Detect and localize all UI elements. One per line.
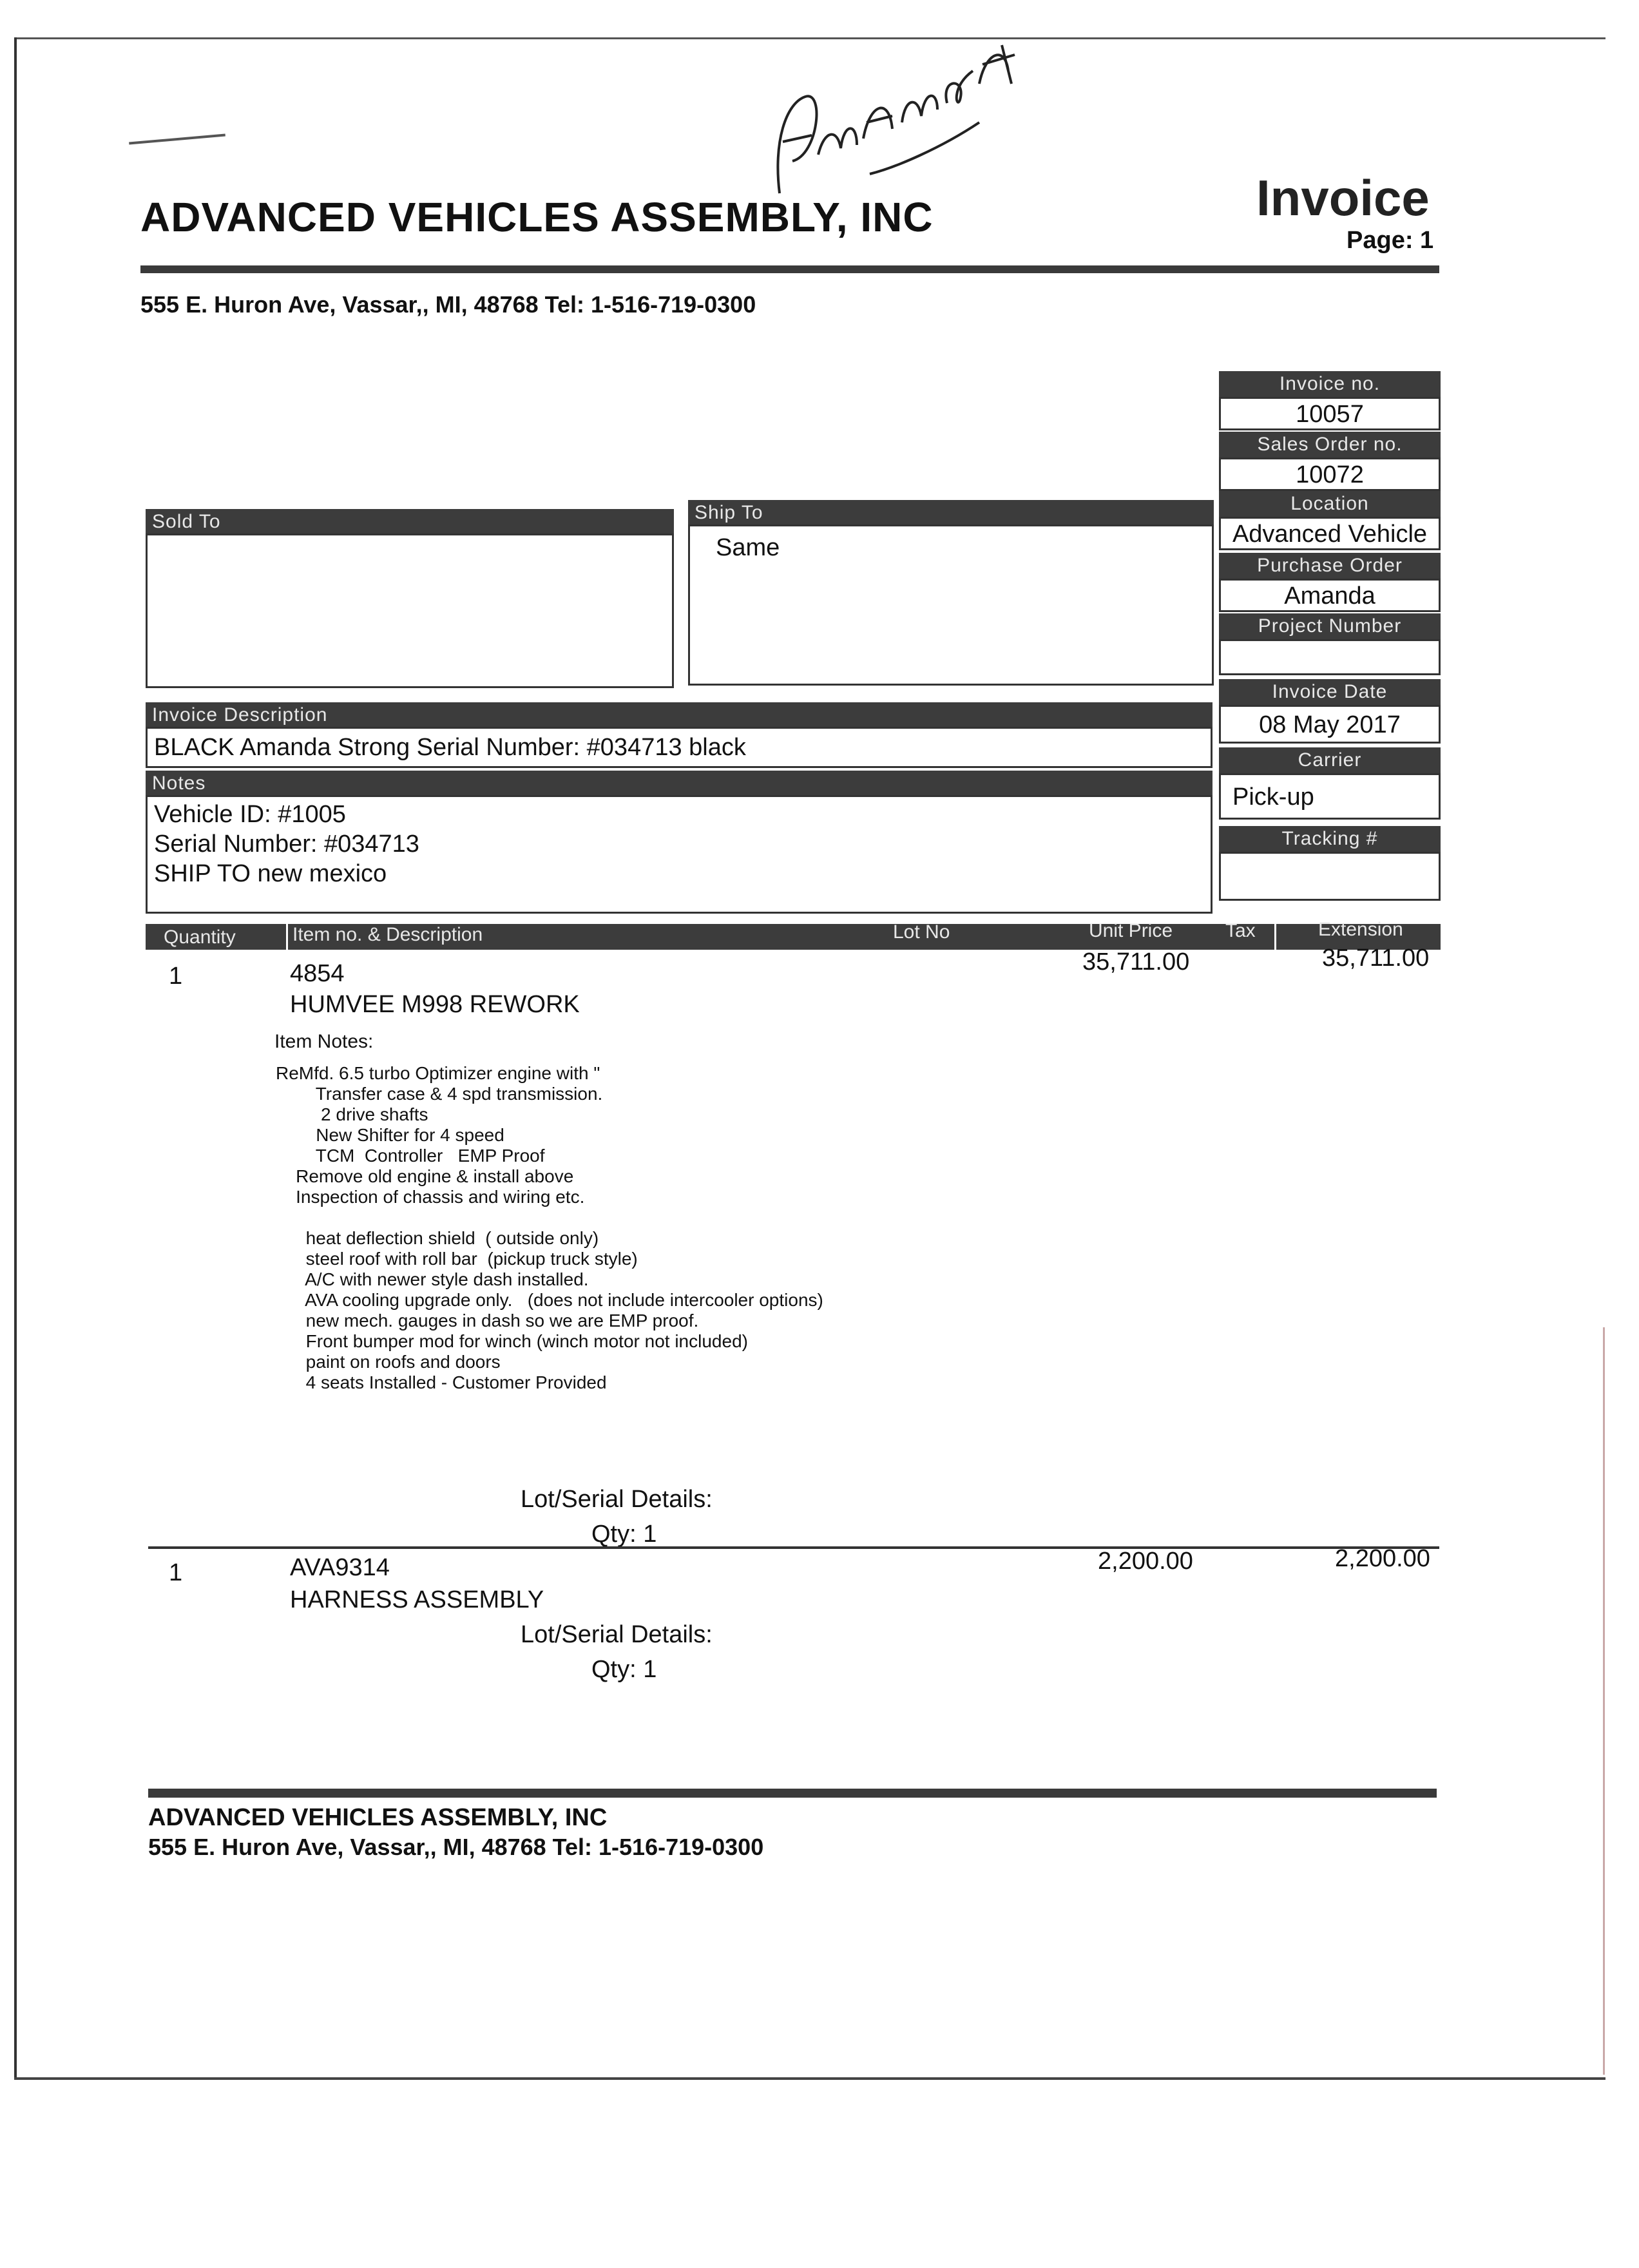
item-2-lot-label: Lot/Serial Details:	[521, 1621, 713, 1648]
page-number: Page: 1	[1347, 227, 1434, 254]
sold-to-label: Sold To	[146, 509, 674, 535]
col-unit-price: Unit Price	[1089, 920, 1173, 941]
invoice-date-label: Invoice Date	[1219, 679, 1441, 705]
footer-address: 555 E. Huron Ave, Vassar,, MI, 48768 Tel: 1-516-719-0300	[148, 1834, 764, 1860]
sales-order-label: Sales Order no.	[1219, 432, 1441, 457]
location-label: Location	[1219, 491, 1441, 517]
tracking-label: Tracking #	[1219, 826, 1441, 852]
item-1-lot-label: Lot/Serial Details:	[521, 1486, 713, 1513]
notes-line-serial: Serial Number: #034713	[154, 831, 419, 858]
sheet-edge-right	[1603, 1327, 1605, 2075]
col-item: Item no. & Description	[292, 924, 483, 945]
item-1-lot-qty: Qty: 1	[591, 1521, 657, 1548]
item-2-lot-qty: Qty: 1	[591, 1656, 657, 1683]
footer-rule	[148, 1789, 1437, 1798]
project-number-value	[1219, 639, 1441, 675]
ship-to-label: Ship To	[688, 500, 1214, 526]
sheet-edge-left	[14, 37, 17, 2080]
purchase-order-value: Amanda	[1219, 579, 1441, 612]
tracking-value	[1219, 852, 1441, 901]
sheet-edge-bottom	[14, 2077, 1605, 2080]
col-divider	[1274, 924, 1276, 950]
item-1-unit-price: 35,711.00	[1082, 948, 1190, 975]
col-quantity: Quantity	[164, 927, 236, 948]
ship-to-box	[688, 524, 1214, 686]
item-1-qty: 1	[169, 963, 183, 990]
notes-box	[146, 795, 1212, 914]
notes-line-ship: SHIP TO new mexico	[154, 860, 387, 887]
invoice-description-label: Invoice Description	[146, 702, 1212, 728]
col-tax: Tax	[1225, 920, 1256, 941]
invoice-description-value: BLACK Amanda Strong Serial Number: #034713 black	[154, 734, 746, 761]
header-rule	[140, 265, 1439, 273]
item-1-item-no: 4854	[290, 960, 345, 987]
carrier-label: Carrier	[1219, 747, 1441, 773]
sold-to-box	[146, 533, 674, 688]
footer-company-name: ADVANCED VEHICLES ASSEMBLY, INC	[148, 1804, 608, 1831]
item-1-notes: ReMfd. 6.5 turbo Optimizer engine with " Transfer case & 4 spd transmission. 2 drive shafts New Shifter for 4 speed TCM Controller EMP Proof Remove old engine & install above Inspection of chassis and wiring etc. heat deflection shield ( outside only) steel roof with roll bar (pickup truck style) A/C with newer style dash installed. AVA cooling upgrade only. (does not include intercooler options) new mech. gauges in dash so we are EMP proof. Front bumper mod for winch (winch motor not included) paint on roofs and doors 4 seats Installed - Customer Provided	[276, 1063, 823, 1392]
col-extension: Extension	[1318, 919, 1403, 940]
company-name: ADVANCED VEHICLES ASSEMBLY, INC	[140, 194, 934, 240]
item-2-unit-price: 2,200.00	[1098, 1548, 1193, 1575]
notes-line-vehicle-id: Vehicle ID: #1005	[154, 801, 346, 828]
handwritten-signature	[767, 26, 1037, 206]
carrier-value: Pick-up	[1219, 773, 1441, 820]
item-2-qty: 1	[169, 1559, 183, 1586]
sales-order-value: 10072	[1219, 457, 1441, 491]
ship-to-value: Same	[716, 534, 780, 561]
pen-mark	[129, 133, 225, 144]
purchase-order-label: Purchase Order	[1219, 553, 1441, 579]
item-2-description: HARNESS ASSEMBLY	[290, 1586, 544, 1613]
item-1-extension: 35,711.00	[1322, 945, 1430, 972]
document-title: Invoice	[1256, 169, 1430, 226]
item-1-description: HUMVEE M998 REWORK	[290, 991, 580, 1018]
invoice-description-box	[146, 727, 1212, 768]
invoice-no-label: Invoice no.	[1219, 371, 1441, 397]
invoice-date-value: 08 May 2017	[1219, 705, 1441, 744]
column-header-bar	[146, 919, 1441, 950]
invoice-no-value: 10057	[1219, 397, 1441, 430]
company-address: 555 E. Huron Ave, Vassar,, MI, 48768 Tel: 1-516-719-0300	[140, 291, 756, 318]
item-1-notes-label: Item Notes:	[274, 1031, 374, 1052]
sold-to-value	[148, 535, 672, 553]
col-divider	[286, 924, 288, 950]
item-2-item-no: AVA9314	[290, 1554, 390, 1581]
location-value: Advanced Vehicle	[1219, 517, 1441, 550]
notes-label: Notes	[146, 771, 1212, 796]
col-lot: Lot No	[893, 921, 950, 943]
item-2-extension: 2,200.00	[1335, 1545, 1430, 1572]
item-separator	[148, 1546, 1439, 1549]
project-number-label: Project Number	[1219, 613, 1441, 639]
